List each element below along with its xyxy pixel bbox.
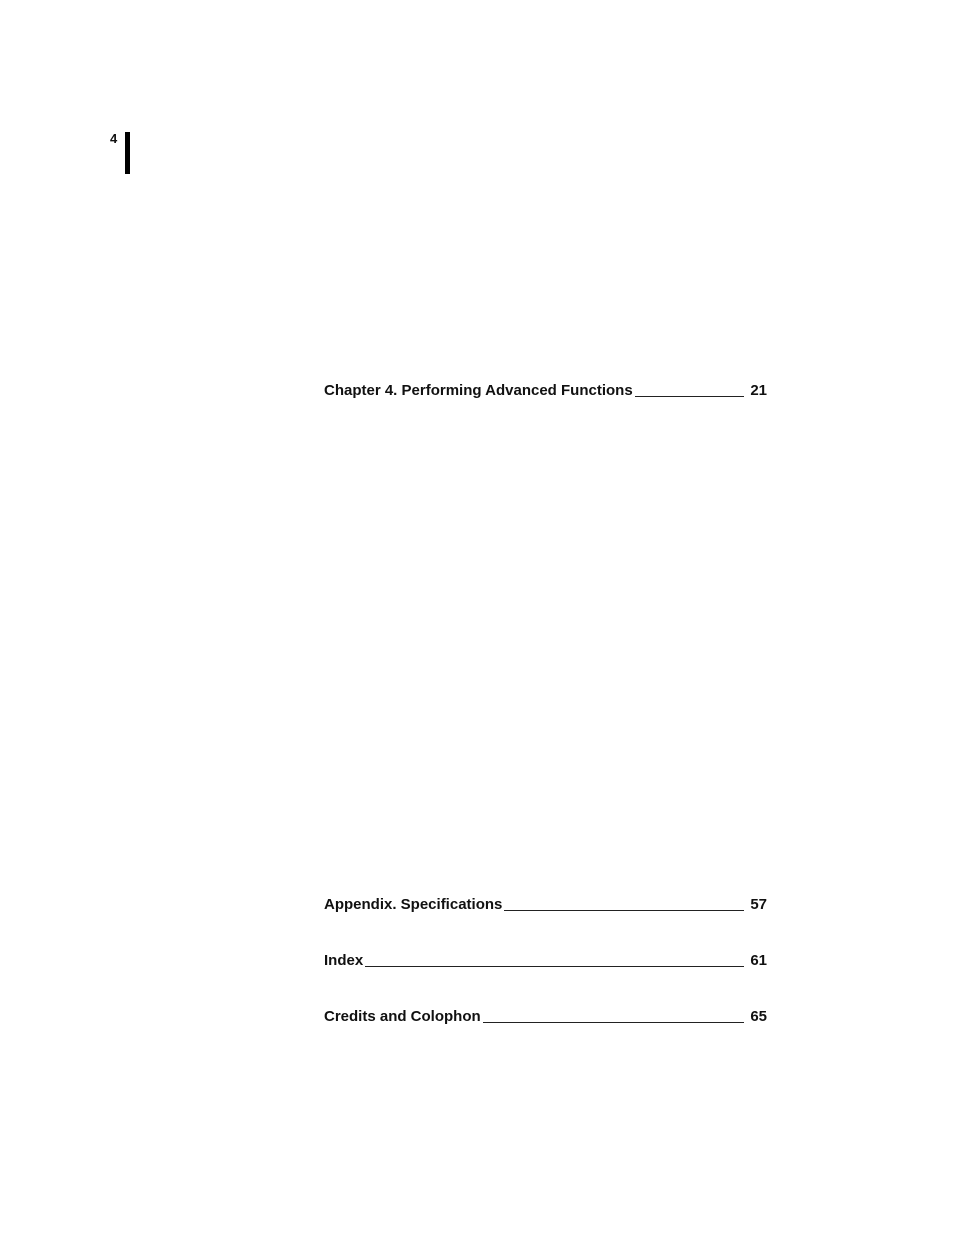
- toc-leader-line: [483, 1021, 744, 1023]
- toc-entry-appendix[interactable]: [324, 895, 767, 915]
- toc-leader-line: [504, 909, 744, 911]
- toc-entry-title: Credits and Colophon: [324, 1008, 481, 1025]
- toc-entry-page: 57: [750, 896, 767, 913]
- toc-entry-title: Appendix. Specifications: [324, 896, 503, 913]
- toc-entry-title: Index: [324, 952, 364, 969]
- toc-entry-chapter-4[interactable]: [324, 381, 767, 401]
- toc-entry-page: 65: [750, 1008, 767, 1025]
- toc-entry-index[interactable]: [324, 951, 767, 971]
- toc-leader-line: [635, 395, 744, 397]
- page-number-rule: [125, 132, 130, 174]
- toc-leader-line: [365, 965, 744, 967]
- page-number: 4: [110, 131, 118, 146]
- toc-entry-page: 61: [750, 952, 767, 969]
- toc-entry-title: Chapter 4. Performing Advanced Functions: [324, 382, 633, 399]
- toc-entry-credits-colophon[interactable]: [324, 1007, 767, 1027]
- toc-entry-page: 21: [750, 382, 767, 399]
